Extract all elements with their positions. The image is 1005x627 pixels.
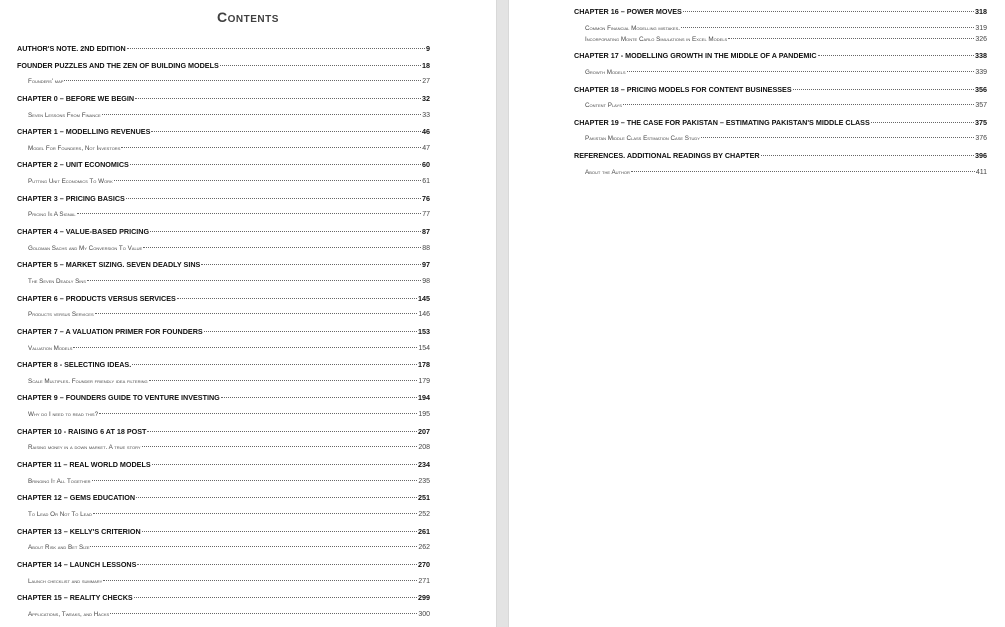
toc-section-entry[interactable] — [17, 243, 430, 254]
dot-leader — [627, 71, 975, 72]
dot-leader — [90, 546, 417, 547]
toc-chapter-entry[interactable] — [574, 150, 987, 161]
entry-title: Products versus Services — [28, 311, 94, 319]
page-number: 299 — [418, 593, 430, 603]
page-number: 300 — [418, 610, 430, 618]
page-number: 319 — [975, 24, 987, 32]
dot-leader — [701, 137, 974, 138]
page-number: 375 — [975, 117, 987, 127]
entry-title: Bringing It All Together — [28, 477, 91, 485]
entry-title: CHAPTER 6 – PRODUCTS VERSUS SERVICES — [17, 293, 176, 303]
dot-leader — [623, 104, 974, 105]
page-number: 207 — [418, 426, 430, 436]
page-number: 396 — [975, 151, 987, 161]
dot-leader — [130, 164, 421, 165]
entry-title: CHAPTER 18 – PRICING MODELS FOR CONTENT BUSINESSES — [574, 84, 792, 94]
right-page — [509, 0, 1005, 627]
toc-section-entry[interactable] — [17, 176, 430, 187]
toc-section-entry[interactable] — [17, 343, 430, 354]
toc-section-entry[interactable] — [574, 167, 987, 178]
entry-title: Goldman Sachs and My Conversion To Value — [28, 244, 143, 252]
toc-chapter-entry[interactable] — [17, 426, 430, 437]
toc-chapter-entry[interactable] — [17, 592, 430, 603]
dot-leader — [87, 280, 421, 281]
dot-leader — [64, 80, 421, 81]
toc-chapter-entry[interactable] — [17, 559, 430, 570]
dot-leader — [204, 331, 417, 332]
dot-leader — [136, 497, 417, 498]
dot-leader — [73, 347, 417, 348]
entry-title: CHAPTER 4 – VALUE-BASED PRICING — [17, 227, 150, 237]
entry-title: CHAPTER 17 - MODELLING GROWTH IN THE MIDDLE OF A PANDEMIC — [574, 51, 817, 61]
page-number: 234 — [418, 460, 430, 470]
entry-title: CHAPTER 9 – FOUNDERS GUIDE TO VENTURE INVESTING — [17, 393, 220, 403]
dot-leader — [147, 431, 417, 432]
entry-title: Raising money in a down market. A true story — [28, 444, 141, 452]
entry-title: CHAPTER 19 – THE CASE FOR PAKISTAN – ESTIMATING PAKISTAN'S MIDDLE CLASS — [574, 117, 870, 127]
dot-leader — [201, 264, 421, 265]
page-number: 271 — [418, 577, 430, 585]
toc-section-entry[interactable] — [17, 509, 430, 520]
entry-title: Why do I need to read this? — [28, 411, 99, 419]
entry-title: Putting Unit Economics To Work — [28, 178, 113, 186]
toc-chapter-entry[interactable] — [17, 60, 430, 71]
page-number: 261 — [418, 526, 430, 536]
toc-section-entry[interactable] — [574, 67, 987, 78]
toc-chapter-entry[interactable] — [17, 226, 430, 237]
entry-title: Content Plays — [585, 102, 622, 110]
entry-title: To Lead Or Not To Lead — [28, 510, 92, 518]
entry-title: CHAPTER 5 – MARKET SIZING. SEVEN DEADLY SINS — [17, 260, 201, 270]
toc-chapter-entry[interactable] — [17, 492, 430, 503]
dot-leader — [151, 131, 421, 132]
toc-section-entry[interactable] — [17, 209, 430, 220]
toc-section-entry[interactable] — [17, 110, 430, 121]
entry-title: The Seven Deadly Sins — [28, 277, 86, 285]
toc-section-entry[interactable] — [17, 609, 430, 620]
toc-section-entry[interactable] — [17, 442, 430, 453]
entry-title: CHAPTER 0 – BEFORE WE BEGIN — [17, 93, 135, 103]
page-number: 98 — [422, 277, 430, 285]
dot-leader — [871, 122, 974, 123]
dot-leader — [92, 480, 418, 481]
page-number: 60 — [422, 160, 430, 170]
page-number: 146 — [418, 311, 430, 319]
toc-chapter-entry[interactable] — [17, 526, 430, 537]
entry-title: Incorporating Monte Carlo Simulations in Excel Models — [585, 35, 728, 43]
page-number: 251 — [418, 493, 430, 503]
contents-title: Contents — [217, 9, 279, 25]
entry-title: Seven Lessons From Finance — [28, 111, 101, 119]
dot-leader — [103, 580, 417, 581]
entry-title: CHAPTER 11 – REAL WORLD MODELS — [17, 460, 151, 470]
dot-leader — [818, 55, 974, 56]
page-number: 77 — [422, 211, 430, 219]
entry-title: REFERENCES. ADDITIONAL READINGS BY CHAPTER — [574, 151, 760, 161]
dot-leader — [793, 89, 974, 90]
dot-leader — [77, 213, 422, 214]
dot-leader — [149, 380, 418, 381]
dot-leader — [121, 147, 421, 148]
page-number: 318 — [975, 7, 987, 16]
page-number: 195 — [418, 411, 430, 419]
page-number: 356 — [975, 84, 987, 94]
dot-leader — [142, 531, 417, 532]
toc-chapter-entry[interactable] — [574, 50, 987, 61]
dot-leader — [114, 180, 421, 181]
page-number: 262 — [418, 544, 430, 552]
left-page — [0, 0, 496, 627]
page-number: 411 — [975, 168, 987, 176]
toc-section-entry[interactable] — [17, 276, 430, 287]
dot-leader — [143, 247, 421, 248]
dot-leader — [220, 65, 421, 66]
toc-chapter-entry[interactable] — [17, 259, 430, 270]
page-number: 97 — [422, 260, 430, 270]
page-number: 154 — [418, 344, 430, 352]
page-number: 27 — [422, 78, 430, 86]
page-number: 208 — [418, 444, 430, 452]
page-number: 46 — [422, 127, 430, 137]
page-number: 178 — [418, 360, 430, 370]
page-number: 47 — [422, 144, 430, 152]
entry-title: CHAPTER 1 – MODELLING REVENUES — [17, 127, 151, 137]
entry-title: Growth Models — [585, 68, 626, 76]
toc-section-entry[interactable] — [17, 542, 430, 553]
entry-title: About Risk and Bet Size — [28, 544, 90, 552]
entry-title: Applications, Tweaks, and Hacks — [28, 610, 110, 618]
dot-leader — [177, 298, 417, 299]
entry-title: CHAPTER 12 – GEMS EDUCATION — [17, 493, 136, 503]
dot-leader — [152, 464, 417, 465]
toc-chapter-entry[interactable] — [17, 293, 430, 304]
toc-section-entry[interactable] — [17, 476, 430, 487]
page-number: 18 — [422, 60, 430, 70]
toc-section-entry[interactable] — [574, 133, 987, 144]
page-number: 61 — [422, 178, 430, 186]
toc-chapter-entry[interactable] — [574, 84, 987, 95]
page-number: 376 — [975, 135, 987, 143]
toc-section-entry[interactable] — [574, 100, 987, 111]
toc-section-entry[interactable] — [17, 376, 430, 387]
page-number: 338 — [975, 51, 987, 61]
toc-section-entry[interactable] — [574, 23, 987, 34]
entry-title: Pricing Is A Signal — [28, 211, 76, 219]
page-number: 87 — [422, 227, 430, 237]
toc-section-entry[interactable] — [574, 34, 987, 45]
page-number: 32 — [422, 93, 430, 103]
dot-leader — [728, 38, 974, 39]
toc-chapter-entry[interactable] — [17, 159, 430, 170]
toc-chapter-entry[interactable] — [17, 326, 430, 337]
dot-leader — [681, 27, 974, 28]
toc-list — [17, 43, 430, 620]
dot-leader — [137, 564, 417, 565]
toc-chapter-entry[interactable] — [17, 43, 430, 54]
toc-chapter-entry[interactable] — [17, 392, 430, 403]
page-number: 33 — [422, 111, 430, 119]
dot-leader — [221, 397, 417, 398]
page-number: 252 — [418, 510, 430, 518]
entry-title: Pakistan Middle Class Estimation Case Study — [585, 135, 700, 143]
dot-leader — [127, 48, 425, 49]
page-number: 76 — [422, 193, 430, 203]
entry-title: CHAPTER 2 – UNIT ECONOMICS — [17, 160, 129, 170]
toc-section-entry[interactable] — [17, 576, 430, 587]
dot-leader — [132, 364, 417, 365]
entry-title: Scale Multiples. Founder friendly idea filtering — [28, 377, 148, 385]
entry-title: FOUNDER PUZZLES AND THE ZEN OF BUILDING MODELS — [17, 60, 219, 70]
toc-section-entry[interactable] — [17, 76, 430, 87]
entry-title: AUTHOR'S NOTE. 2ND EDITION — [17, 44, 126, 53]
dot-leader — [99, 413, 417, 414]
entry-title: Model For Founders, Not Investors — [28, 144, 121, 152]
entry-title: Launch checklist and summary — [28, 577, 103, 585]
toc-chapter-entry[interactable] — [574, 117, 987, 128]
dot-leader — [102, 114, 422, 115]
toc-chapter-entry[interactable] — [17, 93, 430, 104]
entry-title: About the Author — [585, 168, 630, 176]
dot-leader — [135, 98, 421, 99]
toc-section-entry[interactable] — [17, 309, 430, 320]
dot-leader — [126, 198, 421, 199]
entry-title: Valuation Models — [28, 344, 73, 352]
dot-leader — [142, 446, 418, 447]
entry-title: CHAPTER 15 – REALITY CHECKS — [17, 593, 133, 603]
dot-leader — [95, 313, 418, 314]
dot-leader — [150, 231, 421, 232]
page-number: 357 — [975, 102, 987, 110]
toc-chapter-entry[interactable] — [17, 359, 430, 370]
entry-title: CHAPTER 14 – LAUNCH LESSONS — [17, 559, 137, 569]
page-number: 179 — [418, 377, 430, 385]
entry-title: CHAPTER 13 – KELLY'S CRITERION — [17, 526, 141, 536]
dot-leader — [93, 513, 417, 514]
toc-chapter-entry[interactable] — [17, 193, 430, 204]
entry-title: CHAPTER 16 – POWER MOVES — [574, 7, 682, 16]
toc-list — [574, 6, 987, 178]
page-number: 326 — [975, 35, 987, 43]
toc-chapter-entry[interactable] — [574, 6, 987, 17]
page-number: 145 — [418, 293, 430, 303]
toc-chapter-entry[interactable] — [17, 126, 430, 137]
entry-title: CHAPTER 7 – A VALUATION PRIMER FOR FOUNDERS — [17, 326, 203, 336]
dot-leader — [683, 11, 974, 12]
entry-title: CHAPTER 10 - RAISING 6 AT 18 POST — [17, 426, 147, 436]
page-number: 9 — [426, 44, 430, 53]
entry-title: CHAPTER 8 - SELECTING IDEAS. — [17, 360, 132, 370]
page-number: 194 — [418, 393, 430, 403]
entry-title: Common Financial Modelling mistakes. — [585, 24, 681, 32]
page-gutter — [496, 0, 509, 627]
page-number: 153 — [418, 326, 430, 336]
toc-section-entry[interactable] — [17, 143, 430, 154]
dot-leader — [761, 155, 974, 156]
dot-leader — [631, 171, 975, 172]
entry-title: Founders' map — [28, 78, 64, 86]
toc-chapter-entry[interactable] — [17, 459, 430, 470]
page-number: 235 — [418, 477, 430, 485]
page-number: 339 — [975, 68, 987, 76]
dot-leader — [134, 597, 417, 598]
entry-title: CHAPTER 3 – PRICING BASICS — [17, 193, 125, 203]
page-number: 88 — [422, 244, 430, 252]
page-number: 270 — [418, 559, 430, 569]
dot-leader — [110, 613, 417, 614]
toc-section-entry[interactable] — [17, 409, 430, 420]
